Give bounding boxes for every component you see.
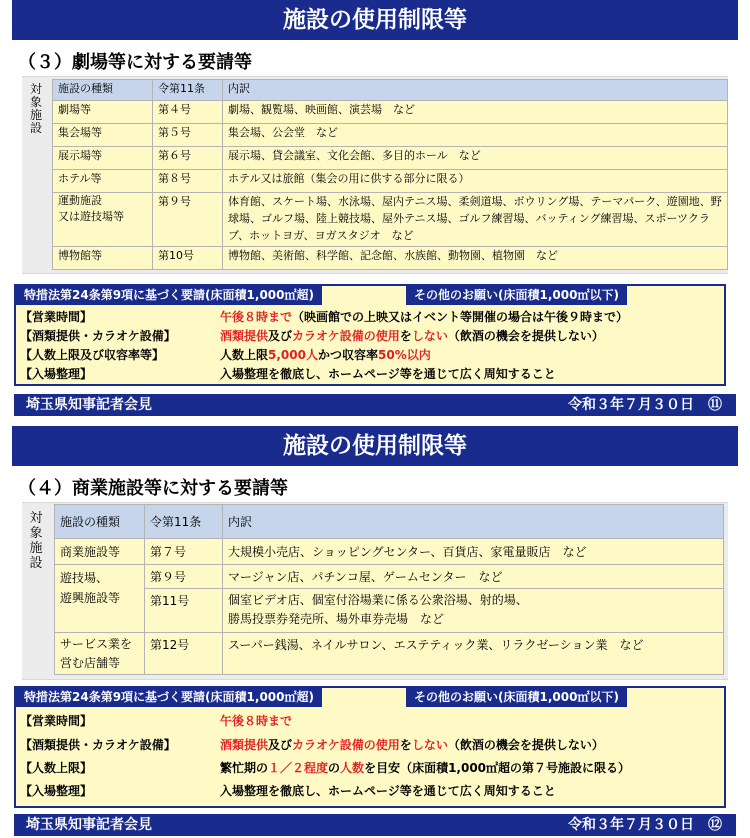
facility-detail: 展示場、貸会議室、文化会館、多目的ホール など [223,147,728,170]
footer-date-page: 令和３年７月３０日 ⑫ [568,817,722,833]
facility-table [52,79,728,270]
table-row [53,147,728,170]
header-cell: 令第11条 [145,505,223,539]
article-number: 第９号 [153,193,223,247]
article-number: 第11号 [145,589,223,633]
facility-type: ホテル等 [53,170,153,193]
alcohol-red-2: カラオケ設備の使用 [292,329,400,343]
facility-type: 遊技場、 遊興施設等 [55,565,145,633]
alcohol-red-2: カラオケ設備の使用 [292,738,400,752]
article-number: 第８号 [153,170,223,193]
requests-box [14,686,726,808]
header-cell: 施設の種類 [53,80,153,101]
capacity-pre: 繁忙期の [220,761,269,775]
facility-detail: スーパー銭湯、ネイルサロン、エステティック業、リラクゼーション業 など [223,633,724,675]
slide-title: 施設の使用制限等 [12,426,738,466]
alcohol-mid-1: 及び [268,329,293,343]
alcohol-red-3: しない [411,738,448,752]
header-cell: 令第11条 [153,80,223,101]
alcohol-mid-1: 及び [268,738,293,752]
facility-type: 展示場等 [53,147,153,170]
facility-detail: マージャン店、パチンコ屋、ゲームセンター など [223,565,724,589]
facility-detail: 個室ビデオ店、個室付浴場業に係る公衆浴場、射的場、 勝馬投票券発売所、場外車券売場 など [223,589,724,633]
hours-value: 午後８時まで [220,714,293,728]
capacity-note: を目安（床面積1,000㎡超の第７号施設に限る） [364,761,631,775]
article-number: 第７号 [145,539,223,565]
article-number: 第９号 [145,565,223,589]
alcohol-mid-2: を [399,329,412,343]
facility-type: サービス業を 営む店舗等 [55,633,145,675]
facility-detail: 集会場、公会堂 など [223,124,728,147]
hours-note: （映画館での上映又はイベント等開催の場合は午後９時まで） [292,310,629,324]
secondary-request-tab: その他のお願い(床面積1,000㎡以下) [406,687,627,707]
facility-type: 劇場等 [53,101,153,124]
capacity-label: 【人数上限】 [20,761,93,775]
article-number: 第５号 [153,124,223,147]
table-row [53,170,728,193]
slide-12 [0,422,750,838]
target-facilities-label: 対象施設 [29,511,43,571]
capacity-ratio: １／２程度 [268,761,329,775]
facility-detail: 体育館、スケート場、水泳場、屋内テニス場、柔剣道場、ボウリング場、テーマパーク、遊園地、野球場、ゴルフ場、陸上競技場、屋外テニス場、ゴルフ練習場、バッティング練習場、スポーツクラブ、ホットヨガ、ヨガスタジオ など [223,193,728,247]
facility-detail: ホテル又は旅館（集会の用に供する部分に限る） [223,170,728,193]
table-header-row [53,80,728,101]
facility-detail: 大規模小売店、ショッピングセンター、百貨店、家電量販店 など [223,539,724,565]
article-number: 第６号 [153,147,223,170]
entry-value: 入場整理を徹底し、ホームページ等を通じて広く周知すること [220,784,556,798]
table-row [53,101,728,124]
capacity-mid: かつ収容率 [317,348,378,362]
facility-detail: 博物館、美術館、科学館、記念館、水族館、動物園、植物園 など [223,247,728,270]
facility-type: 集会場等 [53,124,153,147]
facility-type: 博物館等 [53,247,153,270]
capacity-rate: 50%以内 [378,348,431,362]
alcohol-red-3: しない [411,329,448,343]
section-subtitle: （３）劇場等に対する要請等 [18,52,252,73]
alcohol-mid-2: を [399,738,412,752]
header-cell: 内訳 [223,80,728,101]
slide-title: 施設の使用制限等 [12,0,738,40]
slide-11 [0,0,750,418]
header-cell: 内訳 [223,505,724,539]
primary-request-tab: 特措法第24条第9項に基づく要請(床面積1,000㎡超) [16,687,322,707]
footer-bar [14,814,736,836]
table-row [55,565,724,589]
table-row [53,247,728,270]
capacity-pre: 人数上限 [220,348,269,362]
footer-org: 埼玉県知事記者会見 [26,397,152,413]
facility-detail: 劇場、観覧場、映画館、演芸場 など [223,101,728,124]
footer-org: 埼玉県知事記者会見 [26,817,152,833]
capacity-mid: の [328,761,341,775]
capacity-people: 人数 [340,761,365,775]
alcohol-label: 【酒類提供・カラオケ設備】 [20,329,176,343]
table-row [55,633,724,675]
hours-label: 【営業時間】 [20,714,93,728]
entry-label: 【入場整理】 [20,367,93,381]
target-facilities-label: 対象施設 [29,82,42,135]
alcohol-note: （飲酒の機会を提供しない） [447,329,604,343]
hours-value: 午後８時まで [220,310,293,324]
table-row [55,539,724,565]
hours-label: 【営業時間】 [20,310,93,324]
requests-box [14,284,726,386]
table-row [55,589,724,633]
primary-request-tab: 特措法第24条第9項に基づく要請(床面積1,000㎡超) [16,285,322,305]
capacity-label: 【人数上限及び収容率等】 [20,348,165,362]
alcohol-label: 【酒類提供・カラオケ設備】 [20,738,176,752]
entry-value: 入場整理を徹底し、ホームページ等を通じて広く周知すること [220,367,556,381]
header-cell: 施設の種類 [55,505,145,539]
facility-type: 運動施設 又は遊技場等 [53,193,153,247]
secondary-request-tab: その他のお願い(床面積1,000㎡以下) [406,285,627,305]
alcohol-red-1: 酒類提供 [220,329,269,343]
section-subtitle: （４）商業施設等に対する要請等 [18,478,288,499]
alcohol-note: （飲酒の機会を提供しない） [447,738,604,752]
table-row [53,193,728,247]
facility-table [54,504,724,675]
entry-label: 【入場整理】 [20,784,93,798]
table-row [53,124,728,147]
alcohol-red-1: 酒類提供 [220,738,269,752]
capacity-limit: 5,000人 [268,348,318,362]
article-number: 第10号 [153,247,223,270]
facility-type: 商業施設等 [55,539,145,565]
article-number: 第12号 [145,633,223,675]
footer-date-page: 令和３年７月３０日 ⑪ [568,397,722,413]
table-header-row [55,505,724,539]
footer-bar [14,394,736,416]
article-number: 第４号 [153,101,223,124]
